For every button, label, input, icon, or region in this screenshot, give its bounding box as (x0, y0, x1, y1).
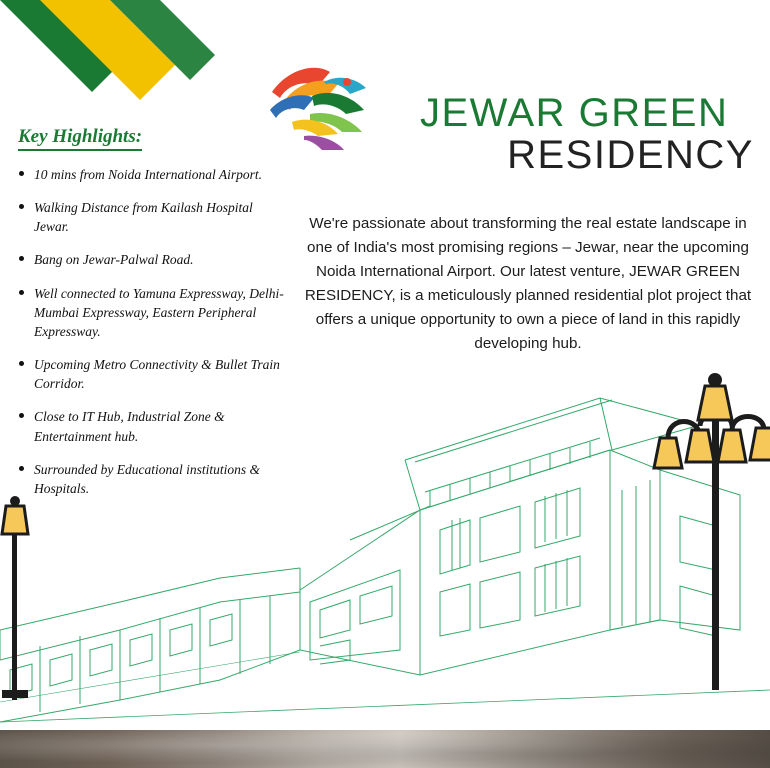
bottom-photo-strip (0, 730, 770, 768)
list-item: Surrounded by Educational institutions & Hospitals. (18, 460, 290, 498)
street-lamp-icon (654, 373, 770, 690)
list-item: Close to IT Hub, Industrial Zone & Entertainment hub. (18, 407, 290, 445)
brand-name-line2: RESIDENCY (507, 133, 754, 177)
list-item: Walking Distance from Kailash Hospital Jewar. (18, 198, 290, 236)
corner-chevron-decoration (0, 0, 250, 120)
villa-line-art-illustration (0, 330, 770, 730)
brand-title-block (420, 92, 760, 176)
key-highlights-title: Key Highlights: (18, 126, 142, 151)
intro-paragraph: We're passionate about transforming the real estate landscape in one of India's most promising regions – Jewar, near the upcoming Noida International Airport. Our latest venture, JEWAR GREEN RESIDENCY, is a meticulously planned residential plot project that offers a unique opportunity to own a piece of land in this rapidly developing hub. (304, 215, 752, 353)
list-item: 10 mins from Noida International Airport. (18, 165, 290, 184)
list-item: Upcoming Metro Connectivity & Bullet Train Corridor. (18, 355, 290, 393)
list-item: Bang on Jewar-Palwal Road. (18, 250, 290, 269)
street-lamp-icon (2, 496, 28, 700)
brand-name-line1: JEWAR GREEN (420, 91, 729, 135)
list-item: Well connected to Yamuna Expressway, Delhi-Mumbai Expressway, Eastern Peripheral Expressway. (18, 284, 290, 341)
